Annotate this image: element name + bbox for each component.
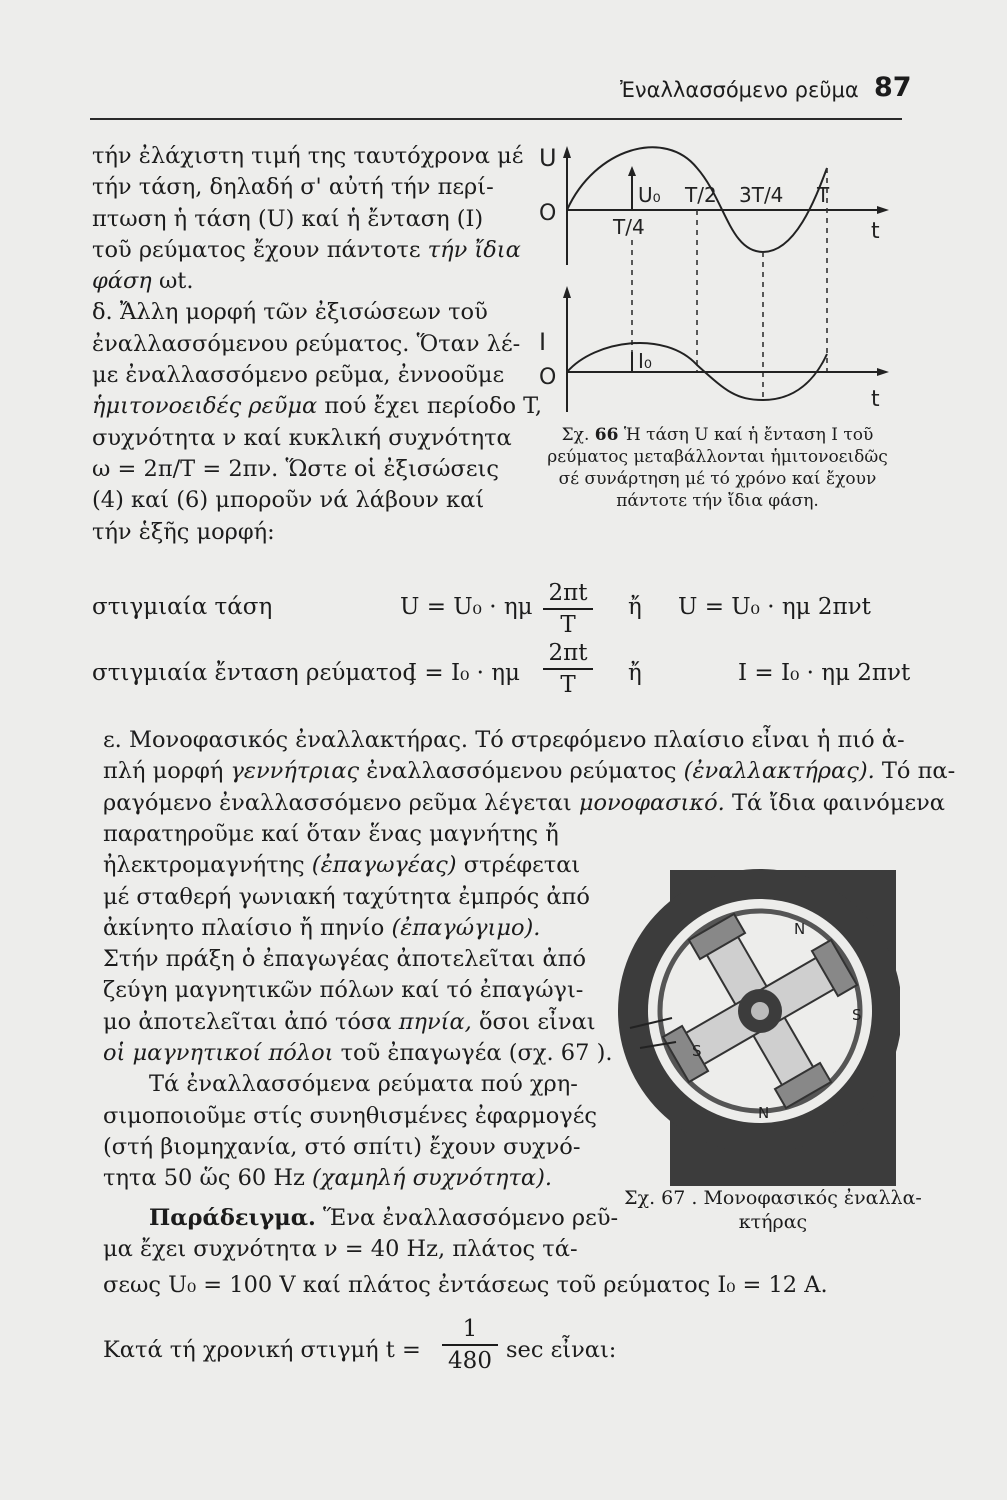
text-line: ἐναλλασσόμενου ρεύματος. Ὅταν λέ- — [92, 330, 521, 357]
text-line: συχνότητα ν καί κυκλική συχνότητα — [92, 424, 512, 451]
eq-current-fraction: 2πt T — [543, 640, 593, 698]
text-line: πτωση ἡ τάση (U) καί ἡ ἔνταση (I) — [92, 205, 484, 232]
text-line — [103, 1195, 618, 1203]
eq-voltage-alt: U = U₀ · ημ 2πνt — [678, 594, 871, 620]
running-header: Ἐναλλασσόμενο ρεῦμα — [620, 78, 859, 102]
text-line: (στή βιομηχανία, στό σπίτι) ἔχουν συχνό- — [103, 1133, 581, 1160]
text-line: ἡμιτονοειδές ρεῦμα πού ἔχει περίοδο T, — [92, 393, 543, 420]
arrow-icon — [877, 368, 889, 376]
arrow-icon — [877, 206, 889, 214]
narrow-column-text — [103, 819, 618, 1265]
origin-label: O — [539, 201, 557, 226]
text-line: παρατηροῦμε καί ὅταν ἕνας μαγνήτης ἤ — [103, 821, 559, 847]
eq-current-lhs: I = I₀ · ημ — [408, 660, 520, 686]
arrow-icon — [563, 146, 571, 158]
section-e-text — [103, 725, 955, 819]
text-line: ἠλεκτρομαγνήτης (ἐπαγωγέας) στρέφεται — [103, 852, 581, 879]
eq-voltage-label: στιγμιαία τάση — [92, 594, 273, 620]
text-line: (4) καί (6) μποροῦν νά λάβουν καί — [92, 487, 485, 514]
text-line: μέ σταθερή γωνιακή ταχύτητα ἐμπρός ἀπό — [103, 883, 590, 910]
figure-67-alternator — [610, 856, 900, 1186]
arrow-icon — [563, 286, 571, 298]
eq-or: ἤ — [628, 660, 642, 686]
text-line: μα ἔχει συχνότητα ν = 40 Hz, πλάτος τά- — [103, 1235, 578, 1262]
pole-label: N — [758, 1104, 770, 1122]
text-line: Παράδειγμα. Ἕνα ἐναλλασσόμενο ρεῦ- — [149, 1204, 619, 1231]
u0-label: U₀ — [638, 183, 661, 207]
text-line: τητα 50 ὥς 60 Hz (χαμηλή συχνότητα). — [103, 1165, 553, 1192]
text-line: τήν τάση, δηλαδή σ' αὐτή τήν περί- — [92, 174, 494, 201]
page-number: 87 — [874, 72, 912, 103]
i-axis-label: I — [539, 328, 547, 356]
figure-67-caption: Σχ. 67 . Μονοφασικός ἐναλλα- κτήρας — [624, 1187, 922, 1233]
text-line: μο ἀποτελεῖται ἀπό τόσα πηνία, ὅσοι εἶναι — [103, 1008, 596, 1035]
text-line: ραγόμενο ἐναλλασσόμενο ρεῦμα λέγεται μονοφασικό. Τά ἴδια φαινόμενα — [103, 789, 946, 816]
text-line: τοῦ ρεύματος ἔχουν πάντοτε τήν ἴδια — [92, 236, 521, 263]
u-axis-label: U — [539, 144, 557, 172]
eq-or: ἤ — [628, 594, 642, 620]
t34-label: 3T/4 — [739, 183, 784, 207]
text-line: Τά ἐναλλασσόμενα ρεύματα πού χρη- — [149, 1071, 578, 1098]
time-suffix: sec εἶναι: — [506, 1337, 617, 1363]
time-prefix: Κατά τή χρονική στιγμή t = — [103, 1337, 421, 1363]
text-line: σιμοποιοῦμε στίς συνηθισμένες ἐφαρμογές — [103, 1102, 597, 1129]
i0-label: I₀ — [638, 349, 652, 373]
text-line: ἀκίνητο πλαίσιο ἤ πηνίο (ἐπαγώγιμο). — [103, 914, 541, 941]
figure-66-graph — [525, 140, 905, 425]
eq-current-alt: I = I₀ · ημ 2πνt — [738, 660, 911, 686]
text-line: σεως U₀ = 100 V καί πλάτος ἐντάσεως τοῦ ρεύματος I₀ = 12 A. — [103, 1272, 828, 1298]
t-axis-label: t — [871, 219, 880, 244]
text-line: ε. Μονοφασικός ἐναλλακτήρας. Τό στρεφόμενο πλαίσιο εἶναι ἡ πιό ἁ- — [103, 727, 905, 753]
text-line: Στήν πράξη ὁ ἐπαγωγέας ἀποτελεῖται ἀπό — [103, 946, 587, 973]
shaft — [751, 1002, 769, 1020]
eq-voltage-lhs: U = U₀ · ημ — [400, 594, 533, 620]
eq-voltage-fraction: 2πt T — [543, 580, 593, 638]
text-line: τήν ἑξῆς μορφή: — [92, 518, 275, 545]
pole-label: N — [794, 920, 806, 938]
time-fraction: 1 480 — [442, 1316, 498, 1374]
t4-label: T/4 — [613, 215, 645, 239]
text-line: με ἐναλλασσόμενο ρεῦμα, ἐννοοῦμε — [92, 362, 505, 389]
pole-label: S — [852, 1006, 862, 1024]
origin-label: O — [539, 365, 557, 390]
text-line: πλή μορφή γεννήτριας ἐναλλασσόμενου ρεύματος (ἐναλλακτήρας). Τό πα- — [103, 758, 956, 785]
left-column-text — [92, 141, 542, 548]
text-line: ζεύγη μαγνητικῶν πόλων καί τό ἐπαγώγι- — [103, 977, 584, 1004]
text-line: δ. Ἄλλη μορφή τῶν ἐξισώσεων τοῦ — [92, 299, 488, 326]
header-rule — [90, 118, 902, 120]
figure-66-caption: Σχ. 66 Ἡ τάση U καί ἡ ἔνταση I τοῦ ρεύματος μεταβάλλονται ἡμιτονοειδῶς σέ συνάρτηση μέ τό χρόνο καί ἔχουν πάντοτε τήν ἴδια φάση. — [547, 425, 888, 511]
t-label: T — [817, 183, 830, 207]
text-line: τήν ἐλάχιστη τιμή της ταυτόχρονα μέ — [92, 143, 524, 169]
text-line: οἱ μαγνητικοί πόλοι τοῦ ἐπαγωγέα (σχ. 67 ). — [103, 1040, 613, 1067]
eq-current-label: στιγμιαία ἔνταση ρεύματος — [92, 660, 416, 686]
arrow-icon — [628, 166, 636, 176]
t2-label: T/2 — [685, 183, 717, 207]
pole-label: S — [692, 1042, 702, 1060]
text-line: φάση ωt. — [92, 268, 194, 295]
t-axis-label: t — [871, 387, 880, 412]
text-line: ω = 2π/T = 2πν. Ὥστε οἱ ἐξισώσεις — [92, 455, 499, 482]
